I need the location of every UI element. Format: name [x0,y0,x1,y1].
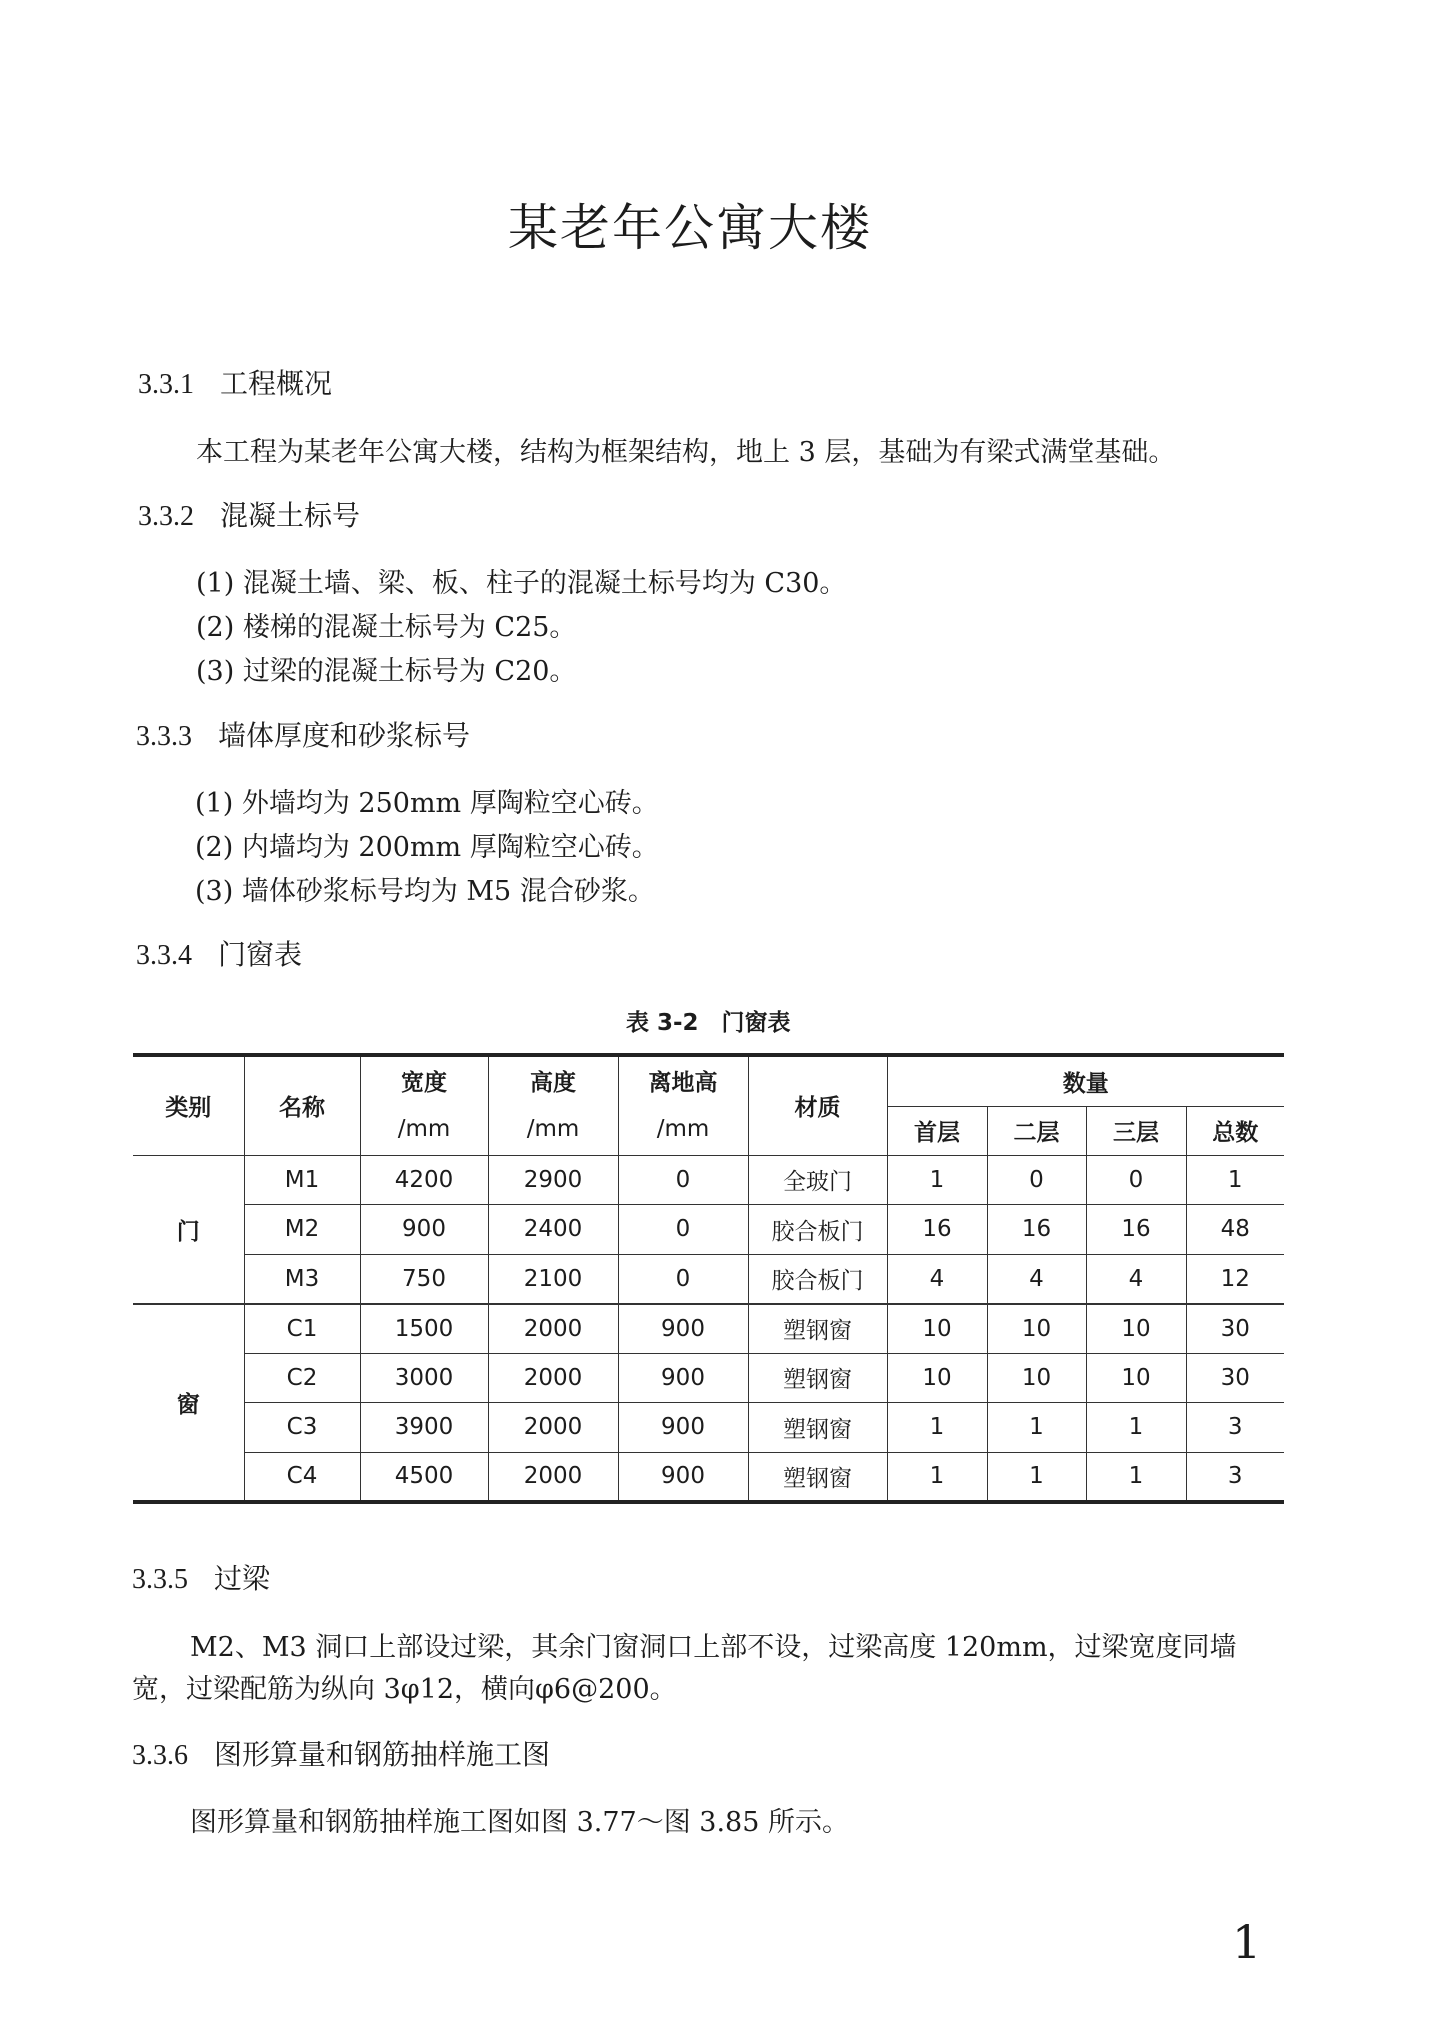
header-name: 名称 [244,1055,360,1155]
table-row [133,1403,1284,1453]
page-title: 某老年公寓大楼 [508,199,872,257]
cell-height: 2100 [488,1254,618,1304]
cell-width: 750 [360,1254,488,1304]
drawings-paragraph: 图形算量和钢筋抽样施工图如图 3.77～图 3.85 所示。 [190,1807,849,1838]
cell-width: 4500 [360,1452,488,1502]
cell-floor-1: 1 [887,1403,987,1453]
cell-floor-2: 16 [987,1205,1086,1255]
cell-floor-2: 10 [987,1304,1086,1354]
cell-width: 1500 [360,1304,488,1354]
cell-total: 30 [1186,1353,1284,1403]
concrete-item-2: (2) 楼梯的混凝土标号为 C25。 [196,612,577,643]
cell-width: 900 [360,1205,488,1255]
cell-total: 48 [1186,1205,1284,1255]
section-number: 3.3.2 [138,501,194,532]
header-floor-1: 首层 [887,1106,987,1155]
cell-material: 胶合板门 [748,1205,887,1255]
table-row [133,1452,1284,1502]
section-number: 3.3.5 [132,1564,188,1595]
section-heading-concrete [138,494,360,534]
cell-material: 全玻门 [748,1155,887,1205]
section-heading-doors-windows [136,933,302,973]
cell-width: 3900 [360,1403,488,1453]
cell-name: M2 [244,1205,360,1255]
cell-total: 30 [1186,1304,1284,1354]
lintel-paragraph-line-1: M2、M3 洞口上部设过梁，其余门窗洞口上部不设，过梁高度 120mm，过梁宽度同墙 [190,1632,1237,1663]
lintel-paragraph-line-2: 宽，过梁配筋为纵向 3φ12，横向φ6@200。 [132,1674,677,1705]
cell-floor-3: 16 [1086,1205,1186,1255]
cell-floor-3: 10 [1086,1353,1186,1403]
cell-sill: 900 [618,1304,748,1354]
cell-sill: 900 [618,1353,748,1403]
section-title: 混凝土标号 [220,499,361,532]
cell-floor-3: 4 [1086,1254,1186,1304]
cell-floor-1: 10 [887,1353,987,1403]
header-material: 材质 [748,1055,887,1155]
header-height-label: 高度 [530,1069,576,1096]
table-row [133,1155,1284,1205]
section-number: 3.3.6 [132,1740,188,1771]
cell-total: 1 [1186,1155,1284,1205]
table-header-row [133,1055,1284,1106]
cell-name: C4 [244,1452,360,1502]
table-row [133,1254,1284,1304]
wall-item-2: (2) 内墙均为 200mm 厚陶粒空心砖。 [195,832,659,863]
header-height-unit: /mm [526,1115,580,1142]
header-sill-label: 离地高 [648,1069,718,1096]
section-title: 图形算量和钢筋抽样施工图 [214,1738,551,1771]
section-title: 墙体厚度和砂浆标号 [218,719,471,752]
header-sill-unit: /mm [656,1115,710,1142]
cell-width: 3000 [360,1353,488,1403]
header-width-label: 宽度 [401,1069,447,1096]
cell-floor-2: 1 [987,1403,1086,1453]
group-door: 门 [133,1155,244,1304]
header-total: 总数 [1186,1106,1284,1155]
doors-windows-table [133,1053,1284,1504]
cell-sill: 900 [618,1403,748,1453]
header-height [488,1055,618,1155]
group-window: 窗 [133,1304,244,1502]
cell-height: 2000 [488,1353,618,1403]
cell-material: 塑钢窗 [748,1403,887,1453]
section-title: 过梁 [214,1562,271,1595]
cell-material: 塑钢窗 [748,1304,887,1354]
cell-floor-1: 1 [887,1452,987,1502]
cell-floor-1: 10 [887,1304,987,1354]
table-caption: 表 3-2 门窗表 [626,1010,791,1036]
cell-name: M1 [244,1155,360,1205]
section-heading-overview [138,362,332,402]
cell-height: 2000 [488,1403,618,1453]
cell-name: M3 [244,1254,360,1304]
section-title: 门窗表 [218,938,303,971]
header-floor-3: 三层 [1086,1106,1186,1155]
header-category: 类别 [133,1055,244,1155]
cell-floor-2: 1 [987,1452,1086,1502]
cell-height: 2000 [488,1304,618,1354]
cell-name: C1 [244,1304,360,1354]
cell-height: 2900 [488,1155,618,1205]
section-number: 3.3.4 [136,940,192,971]
cell-floor-3: 0 [1086,1155,1186,1205]
concrete-item-3: (3) 过梁的混凝土标号为 C20。 [196,656,577,687]
cell-floor-1: 4 [887,1254,987,1304]
cell-total: 3 [1186,1452,1284,1502]
cell-height: 2400 [488,1205,618,1255]
cell-floor-3: 10 [1086,1304,1186,1354]
cell-floor-2: 0 [987,1155,1086,1205]
cell-sill: 0 [618,1205,748,1255]
overview-paragraph: 本工程为某老年公寓大楼，结构为框架结构，地上 3 层，基础为有梁式满堂基础。 [196,437,1176,468]
header-floor-2: 二层 [987,1106,1086,1155]
cell-sill: 0 [618,1254,748,1304]
cell-floor-3: 1 [1086,1403,1186,1453]
section-number: 3.3.1 [138,369,194,400]
cell-total: 12 [1186,1254,1284,1304]
cell-name: C3 [244,1403,360,1453]
header-width-unit: /mm [397,1115,451,1142]
cell-floor-1: 1 [887,1155,987,1205]
table-row [133,1205,1284,1255]
table-row [133,1304,1284,1354]
wall-item-1: (1) 外墙均为 250mm 厚陶粒空心砖。 [195,788,659,819]
cell-name: C2 [244,1353,360,1403]
section-heading-lintel [132,1557,270,1597]
section-number: 3.3.3 [136,721,192,752]
table-row [133,1353,1284,1403]
cell-material: 塑钢窗 [748,1452,887,1502]
cell-material: 胶合板门 [748,1254,887,1304]
cell-sill: 900 [618,1452,748,1502]
cell-height: 2000 [488,1452,618,1502]
header-width [360,1055,488,1155]
header-quantity: 数量 [887,1055,1284,1106]
cell-floor-3: 1 [1086,1452,1186,1502]
wall-item-3: (3) 墙体砂浆标号均为 M5 混合砂浆。 [195,876,655,907]
cell-total: 3 [1186,1403,1284,1453]
cell-floor-2: 4 [987,1254,1086,1304]
cell-sill: 0 [618,1155,748,1205]
cell-floor-2: 10 [987,1353,1086,1403]
page-number: 1 [1232,1915,1262,1969]
section-heading-drawings [132,1733,550,1773]
cell-width: 4200 [360,1155,488,1205]
section-title: 工程概况 [220,367,333,400]
cell-floor-1: 16 [887,1205,987,1255]
concrete-item-1: (1) 混凝土墙、梁、板、柱子的混凝土标号均为 C30。 [196,568,847,599]
section-heading-walls [136,714,470,754]
header-sill [618,1055,748,1155]
cell-material: 塑钢窗 [748,1353,887,1403]
